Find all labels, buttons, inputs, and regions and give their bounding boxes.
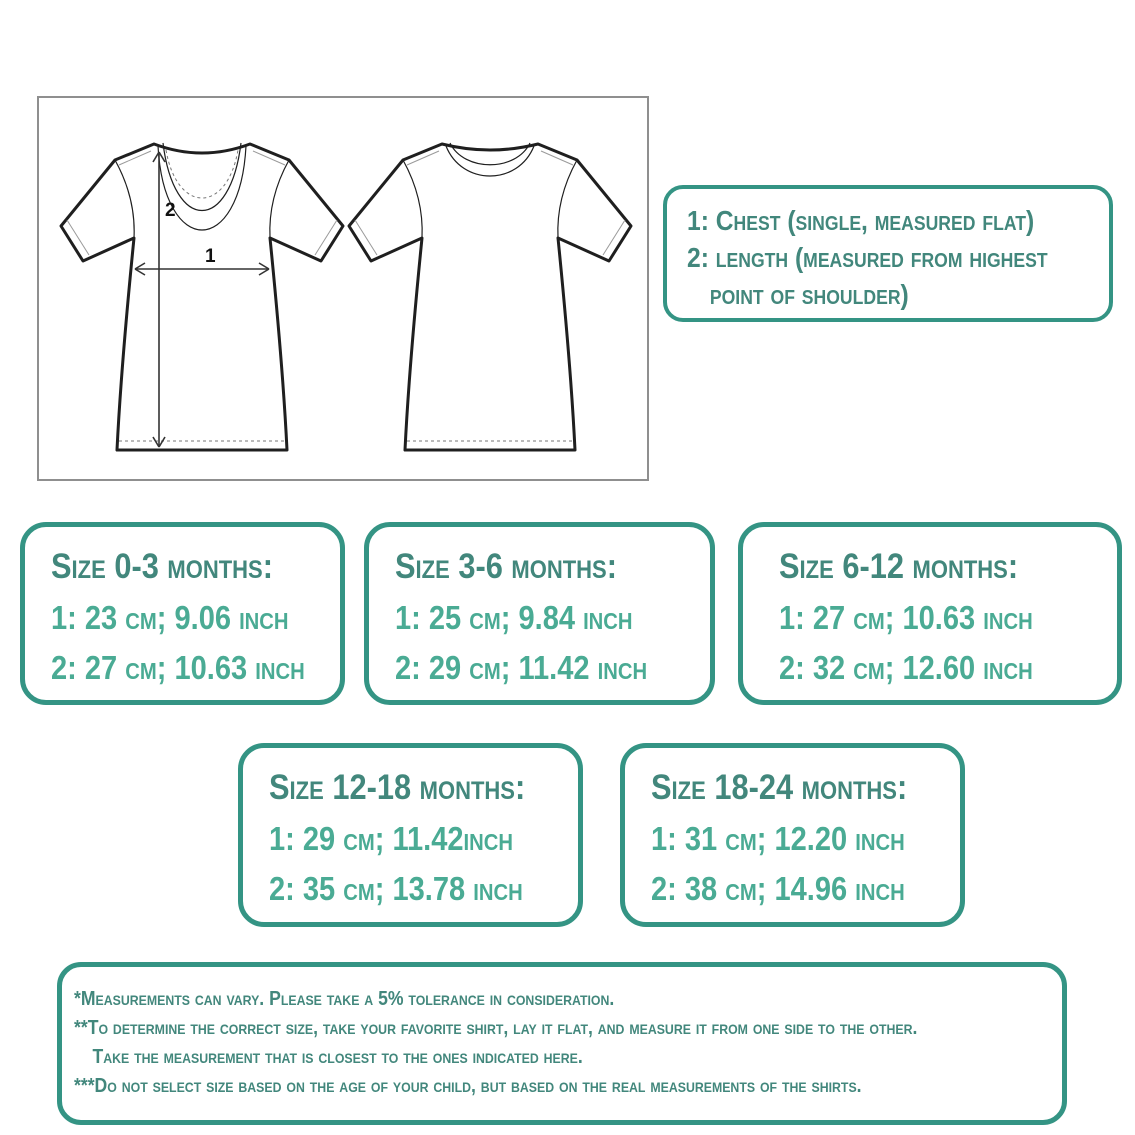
chest-measurement: 1: 31 cm; 12.20 inch bbox=[651, 820, 905, 857]
chest-measurement: 1: 29 cm; 11.42inch bbox=[269, 820, 514, 857]
legend-line-length: 2: length (measured from highest bbox=[687, 242, 1048, 273]
legend-panel bbox=[663, 185, 1113, 322]
length-measurement: 2: 32 cm; 12.60 inch bbox=[779, 649, 1033, 686]
size-box-title: Size 3-6 months: bbox=[395, 547, 617, 586]
size-box-6-12-months bbox=[738, 522, 1122, 705]
legend-line-chest: 1: Chest (single, measured flat) bbox=[687, 205, 1035, 236]
legend-line-length-cont: point of shoulder) bbox=[709, 279, 909, 310]
tshirt-diagram-panel bbox=[37, 96, 649, 481]
size-box-0-3-months bbox=[20, 522, 345, 705]
size-box-title: Size 18-24 months: bbox=[651, 768, 908, 807]
length-measure-label: 2 bbox=[165, 200, 176, 221]
tshirt-front-drawing bbox=[61, 143, 343, 450]
chest-measurement: 1: 23 cm; 9.06 inch bbox=[51, 599, 289, 636]
length-measurement: 2: 35 cm; 13.78 inch bbox=[269, 870, 523, 907]
tshirt-technical-drawing bbox=[39, 98, 647, 479]
footnote-how-to-measure: **To determine the correct size, take your favorite shirt, lay it flat, and measure it from one side to the other. bbox=[74, 1017, 918, 1039]
footnote-how-to-measure-cont: Take the measurement that is closest to the ones indicated here. bbox=[92, 1046, 583, 1068]
footnote-tolerance: *Measurements can vary. Please take a 5% tolerance in consideration. bbox=[74, 988, 615, 1010]
length-measurement: 2: 29 cm; 11.42 inch bbox=[395, 649, 648, 686]
length-measurement: 2: 27 cm; 10.63 inch bbox=[51, 649, 305, 686]
size-box-18-24-months bbox=[620, 743, 965, 927]
chest-measurement: 1: 25 cm; 9.84 inch bbox=[395, 599, 633, 636]
tshirt-back-drawing bbox=[349, 143, 631, 450]
size-box-title: Size 6-12 months: bbox=[779, 547, 1019, 586]
size-box-3-6-months bbox=[364, 522, 715, 705]
size-box-title: Size 0-3 months: bbox=[51, 547, 273, 586]
size-box-12-18-months bbox=[238, 743, 583, 927]
footnote-age-warning: ***Do not select size based on the age of your child, but based on the real measurements of the shirts. bbox=[74, 1075, 862, 1097]
footnotes-panel bbox=[57, 962, 1067, 1125]
length-measurement: 2: 38 cm; 14.96 inch bbox=[651, 870, 905, 907]
chest-measurement: 1: 27 cm; 10.63 inch bbox=[779, 599, 1033, 636]
size-box-title: Size 12-18 months: bbox=[269, 768, 526, 807]
chest-measure-label: 1 bbox=[205, 246, 216, 267]
